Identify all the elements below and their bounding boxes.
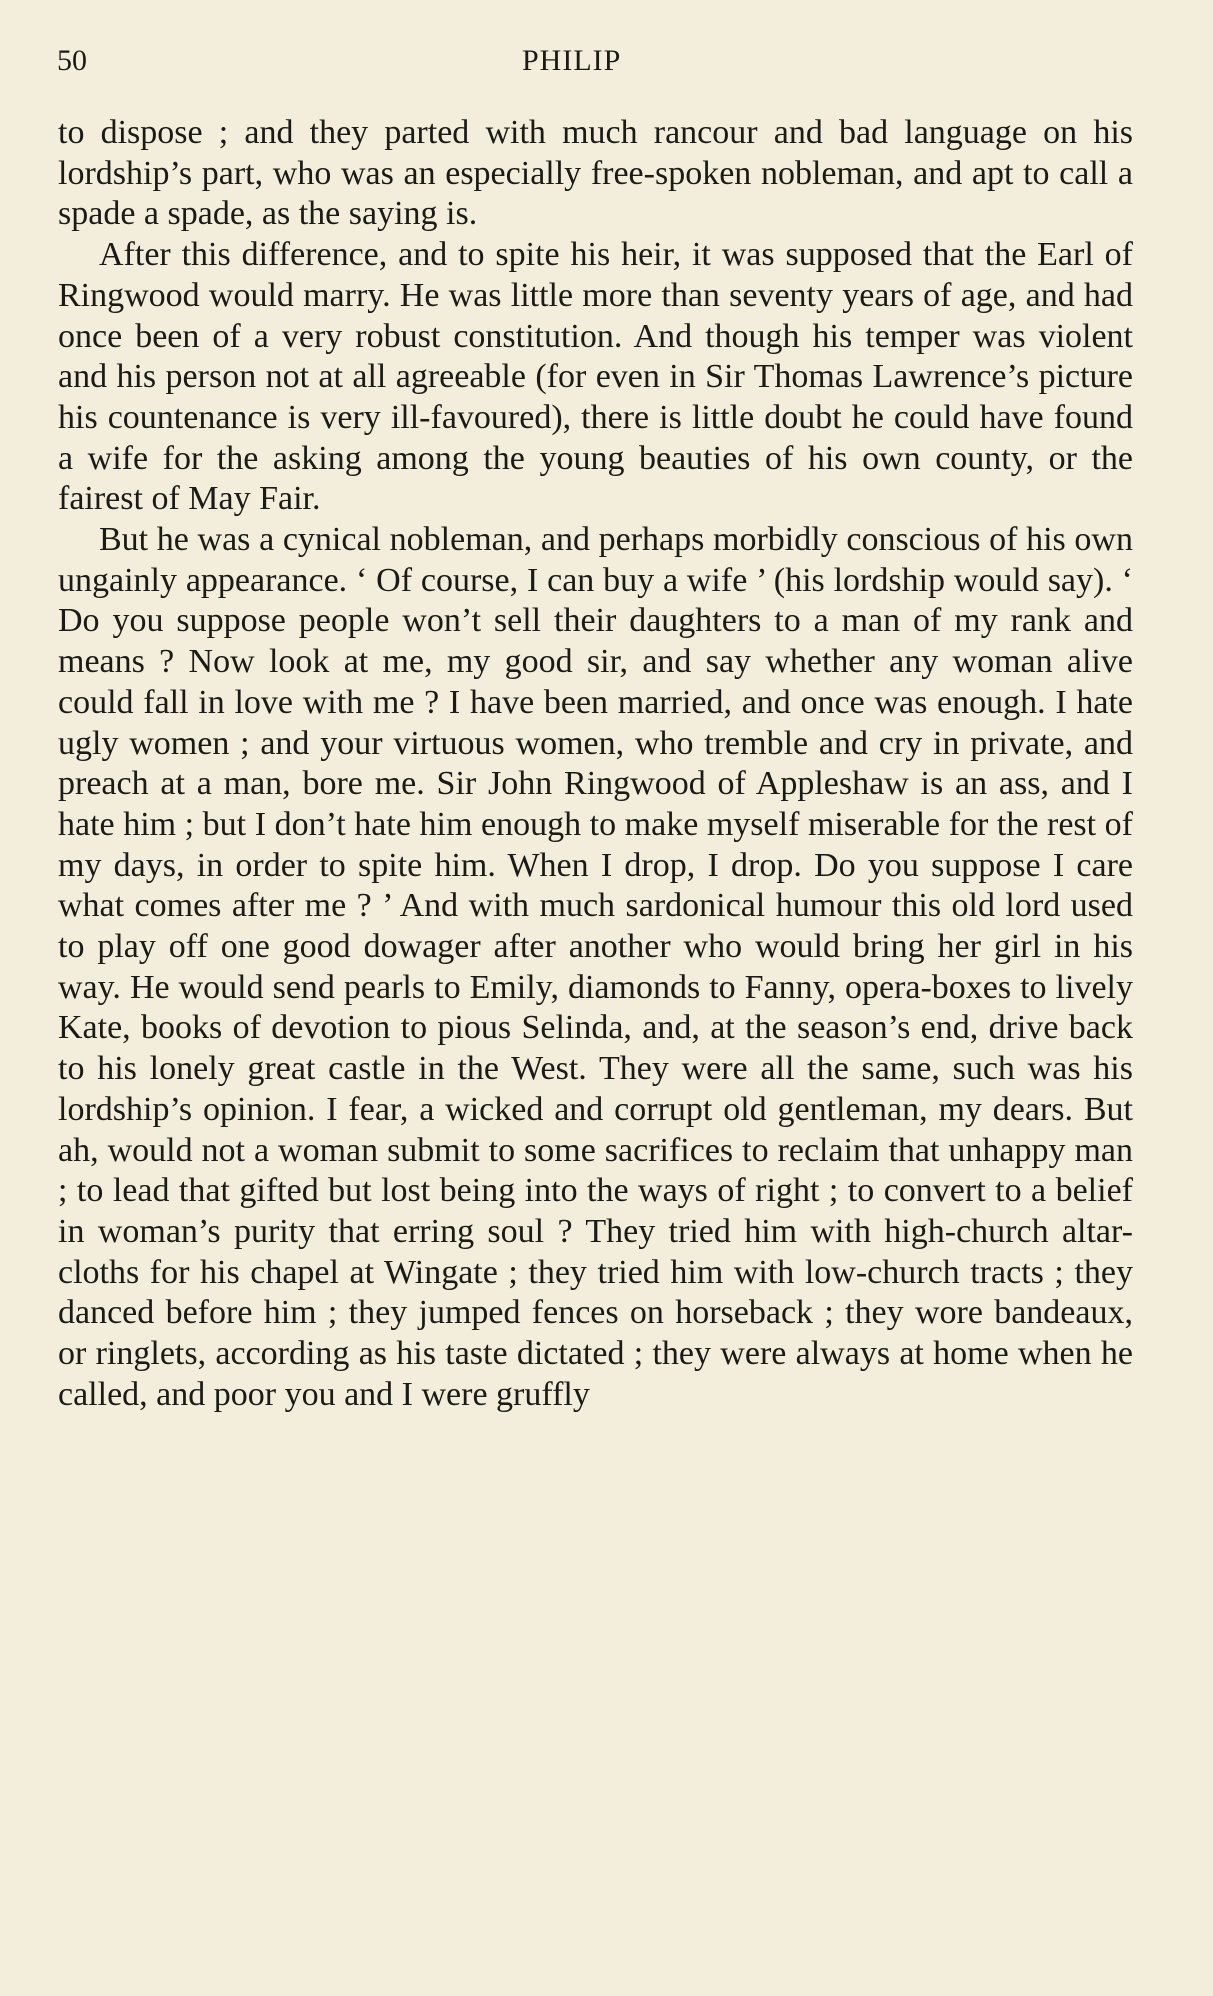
page-header [57, 44, 1127, 84]
paragraph: After this difference, and to spite his heir, it was supposed that the Earl of Ringwood would marry. He was little more than seventy years of age, and had once been of a very robust constitution. And though his temper was violent and his person not at all agreeable (for even in Sir Thomas Lawrence’s picture his countenance is very ill-favoured), there is little doubt he could have found a wife for the asking among the young beauties of his own county, or the fairest of May Fair. [58, 236, 1133, 518]
paragraph: But he was a cynical nobleman, and perhaps morbidly conscious of his own ungainly appearance. ‘ Of course, I can buy a wife ’ (his lordship would say). ‘ Do you suppose people won’t sell their daughters to a man of my rank and means ? Now look at me, my good sir, and say whether any woman alive could fall in love with me ? I have been married, and once was enough. I hate ugly women ; and your virtuous women, who tremble and cry in private, and preach at a man, bore me. Sir John Ringwood of Appleshaw is an ass, and I hate him ; but I don’t hate him enough to make myself miserable for the rest of my days, in order to spite him. When I drop, I drop. Do you suppose I care what comes after me ? ’ And with much sardonical humour this old lord used to play off one good dowager after another who would bring her girl in his way. He would send pearls to Emily, diamonds to Fanny, opera-boxes to lively Kate, books of devotion to pious Selinda, and, at the season’s end, drive back to his lonely great castle in the West. They were all the same, such was his lordship’s opinion. I fear, a wicked and corrupt old gentleman, my dears. But ah, would not a woman submit to some sacrifices to reclaim that unhappy man ; to lead that gifted but lost being into the ways of right ; to convert to a belief in woman’s purity that erring soul ? They tried him with high-church altar-cloths for his chapel at Wingate ; they tried him with low-church tracts ; they danced before him ; they jumped fences on horseback ; they wore bandeaux, or ringlets, according as his taste dictated ; they were always at home when he called, and poor you and I were gruffly [58, 521, 1133, 1413]
body-text [58, 113, 1133, 1416]
running-head: PHILIP [522, 44, 622, 77]
paragraph: to dispose ; and they parted with much rancour and bad language on his lordship’s part, who was an especially free-spoken nobleman, and apt to call a spade a spade, as the saying is. [58, 114, 1133, 233]
page-number: 50 [57, 44, 87, 77]
